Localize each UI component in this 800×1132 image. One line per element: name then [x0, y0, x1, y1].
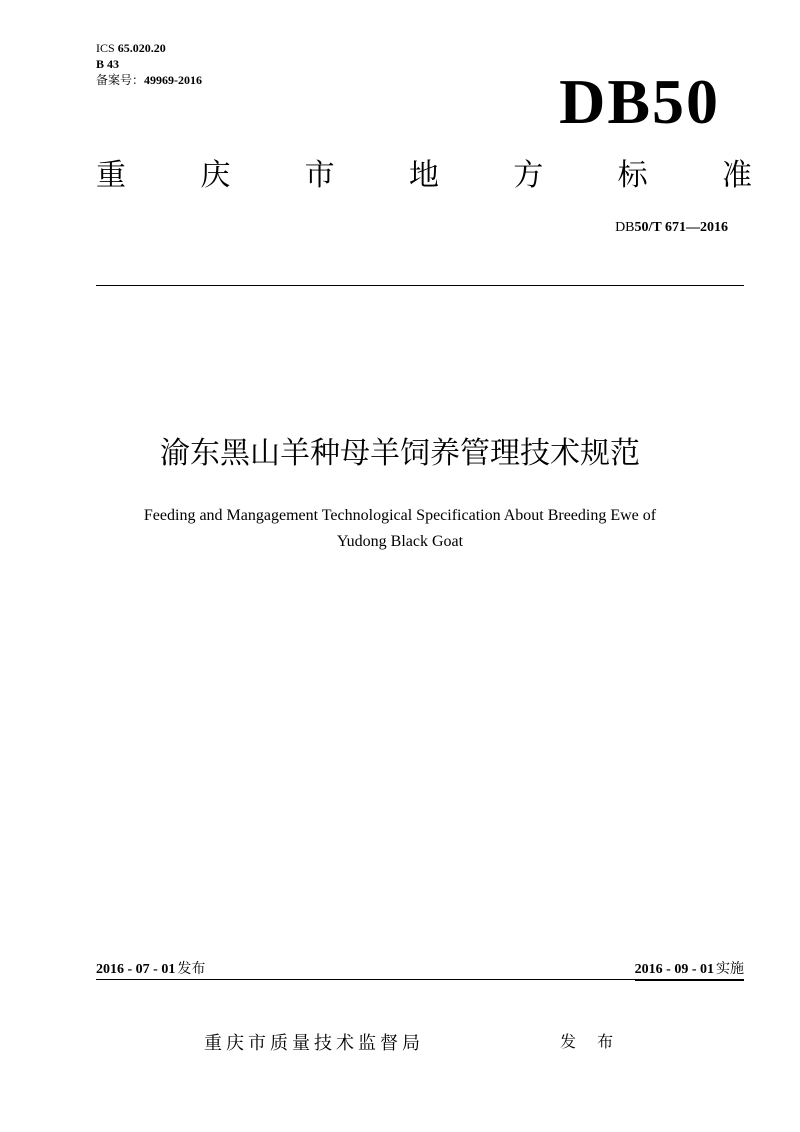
standard-number: [615, 218, 728, 238]
standard-number-prefix: DB: [615, 220, 635, 235]
title-char: 地: [408, 158, 439, 193]
implement-date: [635, 959, 744, 981]
issue-label: 发 布: [560, 1032, 622, 1051]
title-char: 重: [96, 158, 126, 193]
record-label: 备案号：: [96, 73, 145, 87]
standard-category-title: [96, 154, 752, 198]
release-date: [96, 959, 205, 980]
title-char: 庆: [200, 158, 231, 193]
class-code-row: [96, 56, 202, 72]
record-value: 49969-2016: [144, 73, 203, 87]
release-label: 发布: [177, 961, 206, 977]
document-metadata: [96, 40, 202, 88]
title-en-line-1: Feeding and Mangagement Technological Specification About Breeding Ewe of: [143, 507, 657, 524]
title-char: 标: [617, 158, 648, 193]
standard-code-large: DB50: [559, 66, 720, 137]
implement-date-value: 2016 - 09 - 01: [634, 962, 714, 977]
title-char: 市: [304, 158, 335, 193]
ics-row: [96, 40, 202, 56]
title-en-line-2: Yudong Black Goat: [336, 533, 464, 550]
title-char: 准: [721, 158, 752, 193]
standard-number-value: 50/T 671—2016: [634, 220, 728, 235]
ics-label: ICS: [96, 41, 115, 55]
document-title-en: [80, 503, 720, 555]
ics-value: 65.020.20: [117, 41, 166, 55]
bottom-divider: [96, 979, 744, 980]
implement-label: 实施: [716, 961, 744, 977]
issuing-authority: 重庆市质量技术监督局: [204, 1033, 424, 1054]
record-row: [96, 72, 202, 88]
title-char: 方: [513, 158, 544, 193]
top-divider: [96, 285, 744, 286]
document-title-zh: 渝东黑山羊种母羊饲养管理技术规范: [160, 436, 640, 471]
class-code: B 43: [96, 57, 120, 71]
release-date-value: 2016 - 07 - 01: [96, 962, 176, 977]
